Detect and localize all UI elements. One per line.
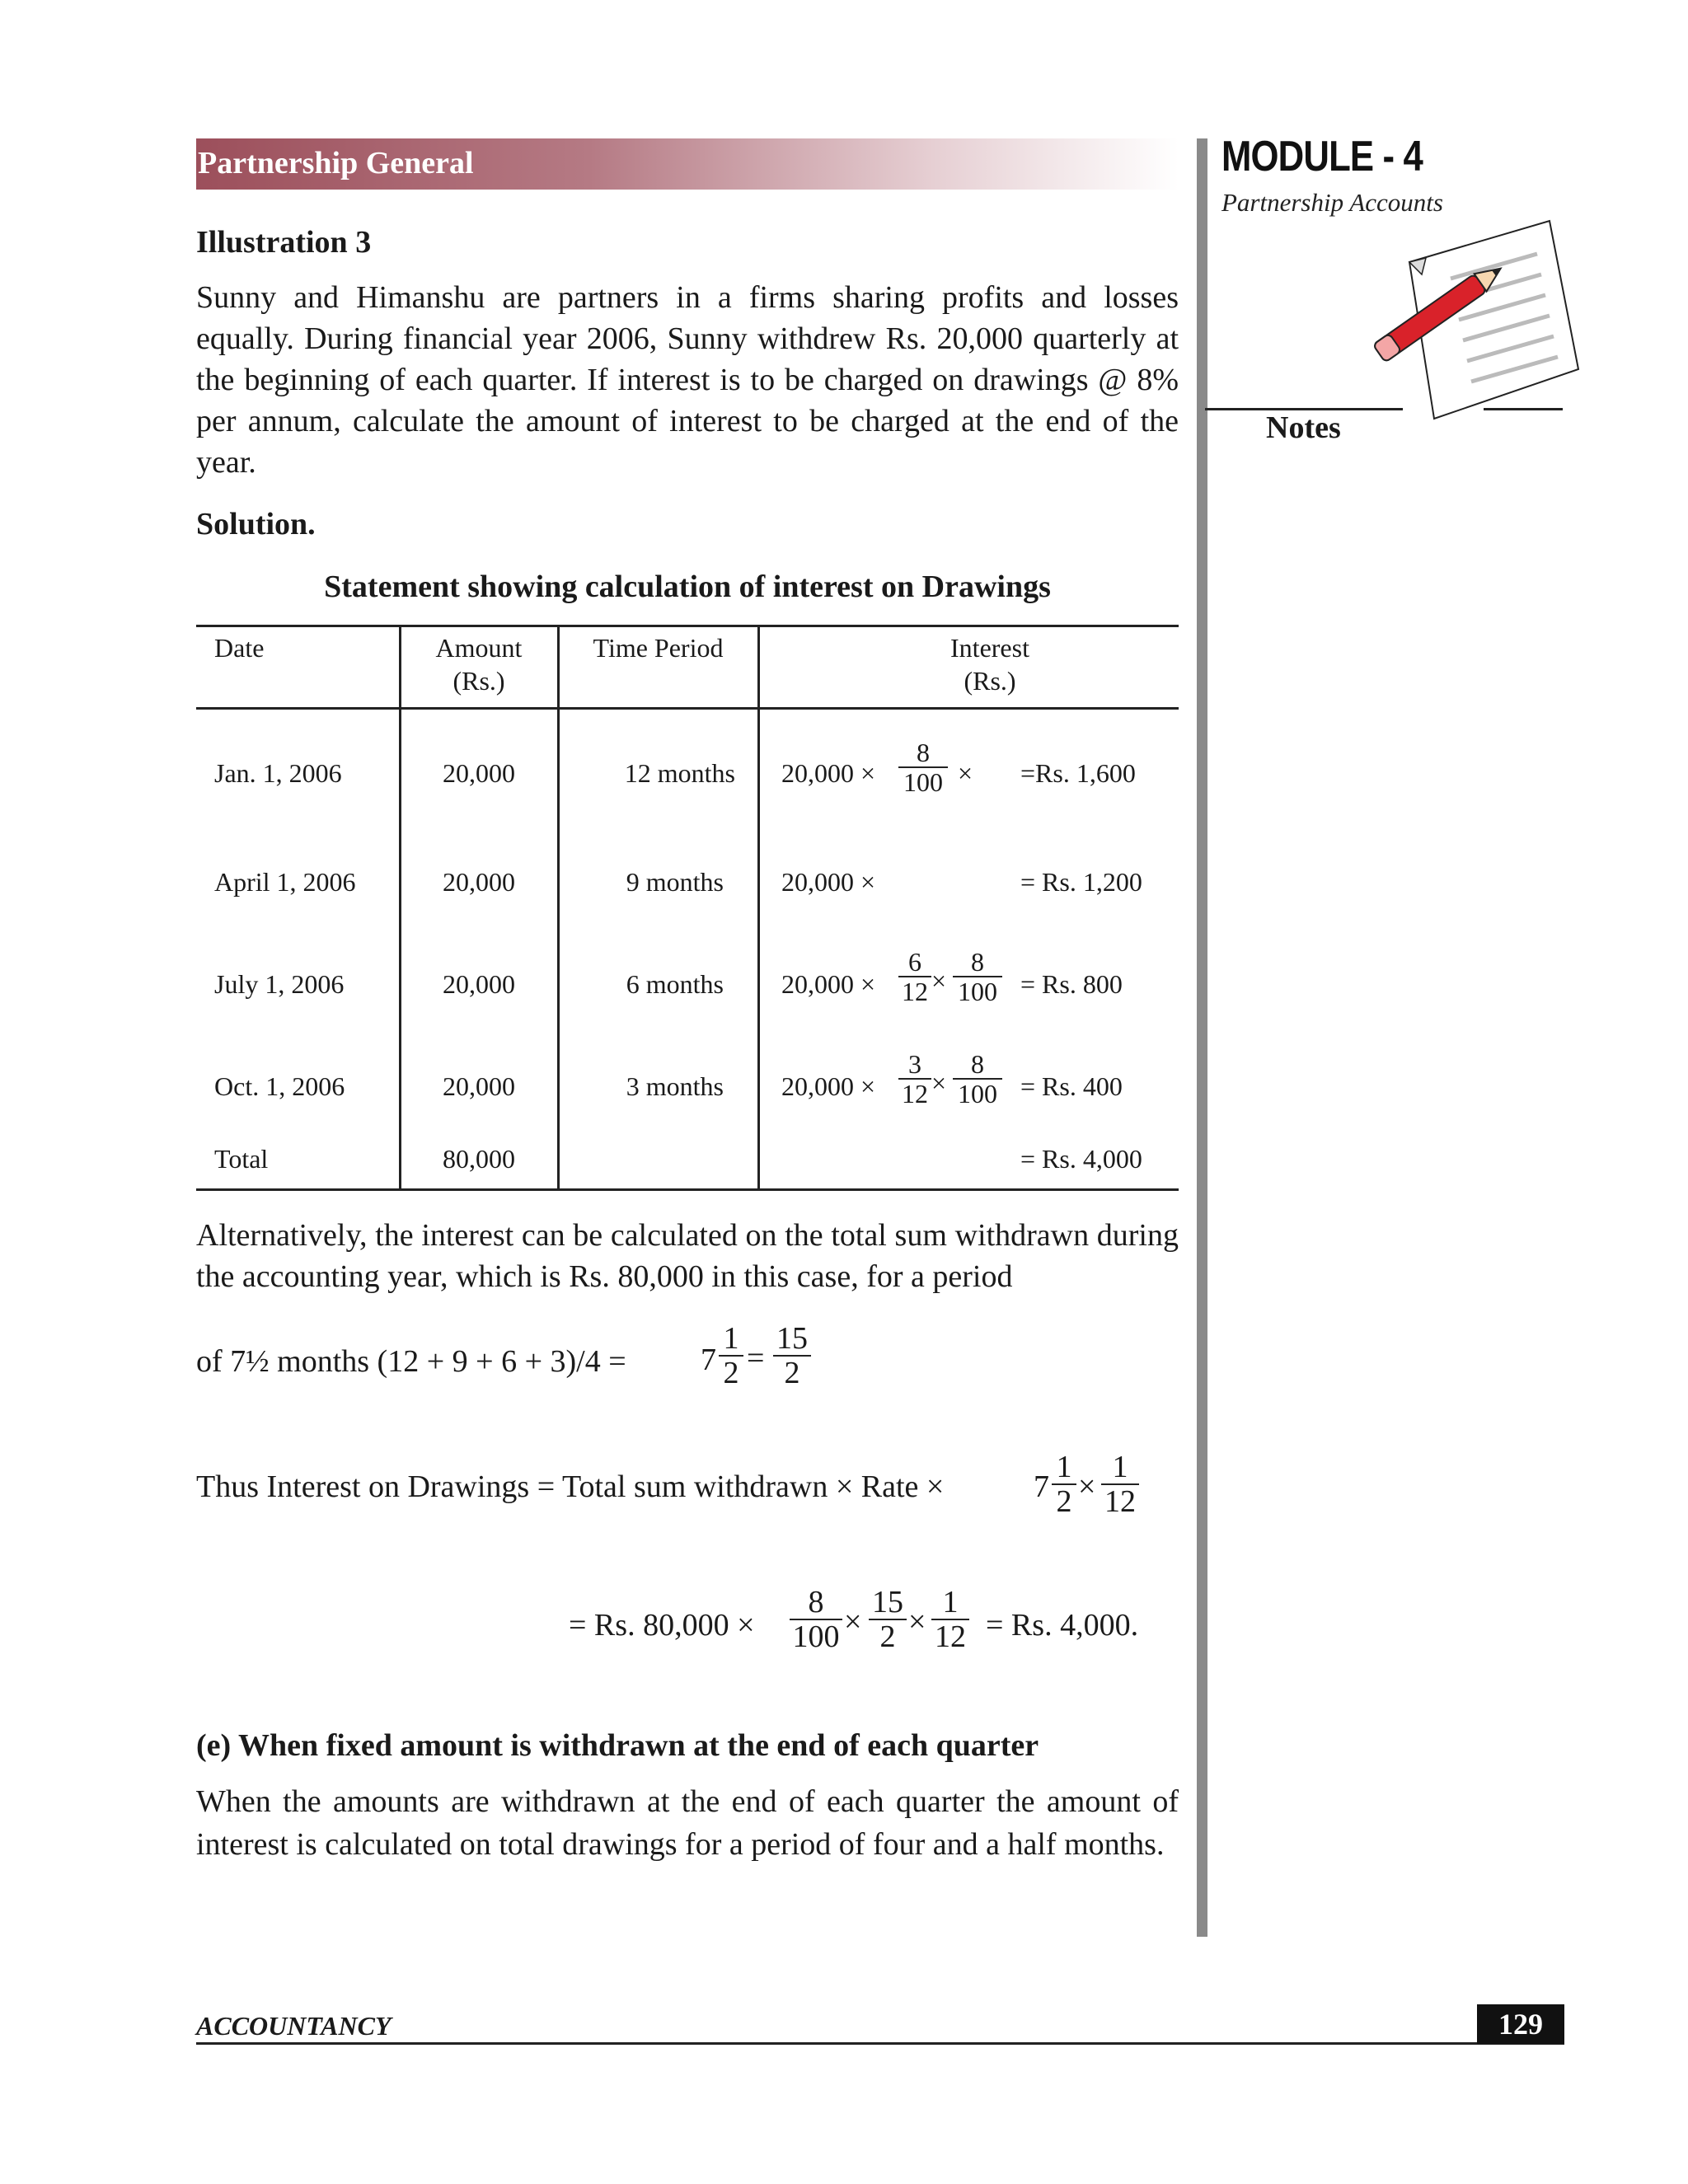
table-col-rule (757, 625, 760, 1190)
notes-rule-right (1484, 408, 1563, 410)
table-title: Statement showing calculation of interest on Drawings (324, 569, 1051, 604)
thus-line: Thus Interest on Drawings = Total sum withdrawn × Rate × (196, 1469, 945, 1504)
section-e-heading: (e) When fixed amount is withdrawn at the end of each quarter (196, 1728, 1039, 1763)
footer-subject: ACCOUNTANCY (196, 2011, 392, 2041)
illustration-title: Illustration 3 (196, 225, 372, 260)
total-label: Total (214, 1144, 269, 1174)
times-sign: × (931, 1068, 947, 1098)
solution-label: Solution. (196, 507, 316, 541)
table-header-rule (196, 707, 1179, 710)
table-top-rule (196, 625, 1179, 627)
row-amount: 20,000 (443, 1071, 515, 1101)
header-amount: Amount (435, 633, 523, 663)
row-date: Oct. 1, 2006 (214, 1071, 345, 1101)
total-result: = Rs. 4,000 (1020, 1144, 1142, 1174)
times-sign: × (958, 758, 973, 788)
row-time: 6 months (626, 969, 724, 999)
fraction: 8 100 (953, 948, 1002, 1005)
row-time: 12 months (624, 758, 735, 788)
times-sign: × (908, 1605, 926, 1639)
illustration-problem: Sunny and Himanshu are partners in a firms sharing profits and losses equally. During financial year 2006, Sunny withdrew Rs. 20,000 quarterly at the beginning of each quarter. If interest is to be charged on drawings @ 8% per annum, calculate the amount of interest to be charged at the end of the year. (196, 280, 1179, 480)
row-date: Jan. 1, 2006 (214, 758, 342, 788)
row-interest-lead: 20,000 × (781, 867, 876, 897)
section-e-text: When the amounts are withdrawn at the end of each quarter the amount of interest is calculated on total drawings for a period of four and a half months. (196, 1784, 1179, 1862)
module-title: MODULE - 4 (1221, 133, 1423, 180)
section-header-band (196, 138, 1179, 190)
fraction: 15 2 (869, 1586, 907, 1653)
mixed-whole: 7 (1034, 1469, 1049, 1504)
fraction: 6 12 (898, 948, 931, 1005)
fraction: 15 2 (773, 1322, 811, 1390)
row-date: April 1, 2006 (214, 867, 356, 897)
header-interest-unit: (Rs.) (964, 666, 1016, 696)
module-subtitle: Partnership Accounts (1221, 188, 1443, 217)
fraction: 1 2 (1052, 1451, 1076, 1518)
fraction: 1 2 (719, 1322, 743, 1390)
header-amount-unit: (Rs.) (452, 666, 505, 696)
fraction: 1 12 (931, 1586, 969, 1653)
row-interest-result: = Rs. 1,200 (1020, 867, 1142, 897)
fraction: 8 100 (898, 738, 948, 796)
row-amount: 20,000 (443, 867, 515, 897)
row-interest-lead: 20,000 × (781, 969, 876, 999)
calc-lead: = Rs. 80,000 × (569, 1608, 755, 1643)
table-col-rule (399, 625, 401, 1190)
table-bottom-rule (196, 1188, 1179, 1191)
footer-rule (196, 2042, 1564, 2045)
notes-label: Notes (1266, 410, 1341, 445)
total-amount: 80,000 (443, 1144, 515, 1174)
row-amount: 20,000 (443, 969, 515, 999)
calc-result: = Rs. 4,000. (986, 1608, 1139, 1643)
fraction: 8 100 (790, 1586, 842, 1653)
row-interest-lead: 20,000 × (781, 758, 876, 788)
page-number: 129 (1477, 2004, 1564, 2044)
section-title: Partnership General (198, 146, 474, 180)
fraction: 8 100 (953, 1050, 1002, 1108)
times-sign: × (1078, 1469, 1096, 1504)
row-amount: 20,000 (443, 758, 515, 788)
period-line: of 7½ months (12 + 9 + 6 + 3)/4 = (196, 1344, 626, 1379)
row-time: 9 months (626, 867, 724, 897)
equals-sign: = (747, 1341, 765, 1376)
header-interest: Interest (950, 633, 1029, 663)
fraction: 1 12 (1101, 1451, 1139, 1518)
header-date: Date (214, 633, 265, 663)
row-date: July 1, 2006 (214, 969, 345, 999)
fraction: 3 12 (898, 1050, 931, 1108)
row-interest-result: = Rs. 400 (1020, 1071, 1123, 1101)
row-time: 3 months (626, 1071, 724, 1101)
row-interest-result: =Rs. 1,600 (1020, 758, 1136, 788)
times-sign: × (931, 966, 947, 996)
alternative-text: Alternatively, the interest can be calculated on the total sum withdrawn during the accounting year, which is Rs. 80,000 in this case, for a period (196, 1218, 1179, 1294)
row-interest-result: = Rs. 800 (1020, 969, 1123, 999)
times-sign: × (844, 1605, 862, 1639)
header-time: Time Period (593, 633, 724, 663)
mixed-whole: 7 (701, 1343, 716, 1377)
table-col-rule (557, 625, 560, 1190)
row-interest-lead: 20,000 × (781, 1071, 876, 1101)
